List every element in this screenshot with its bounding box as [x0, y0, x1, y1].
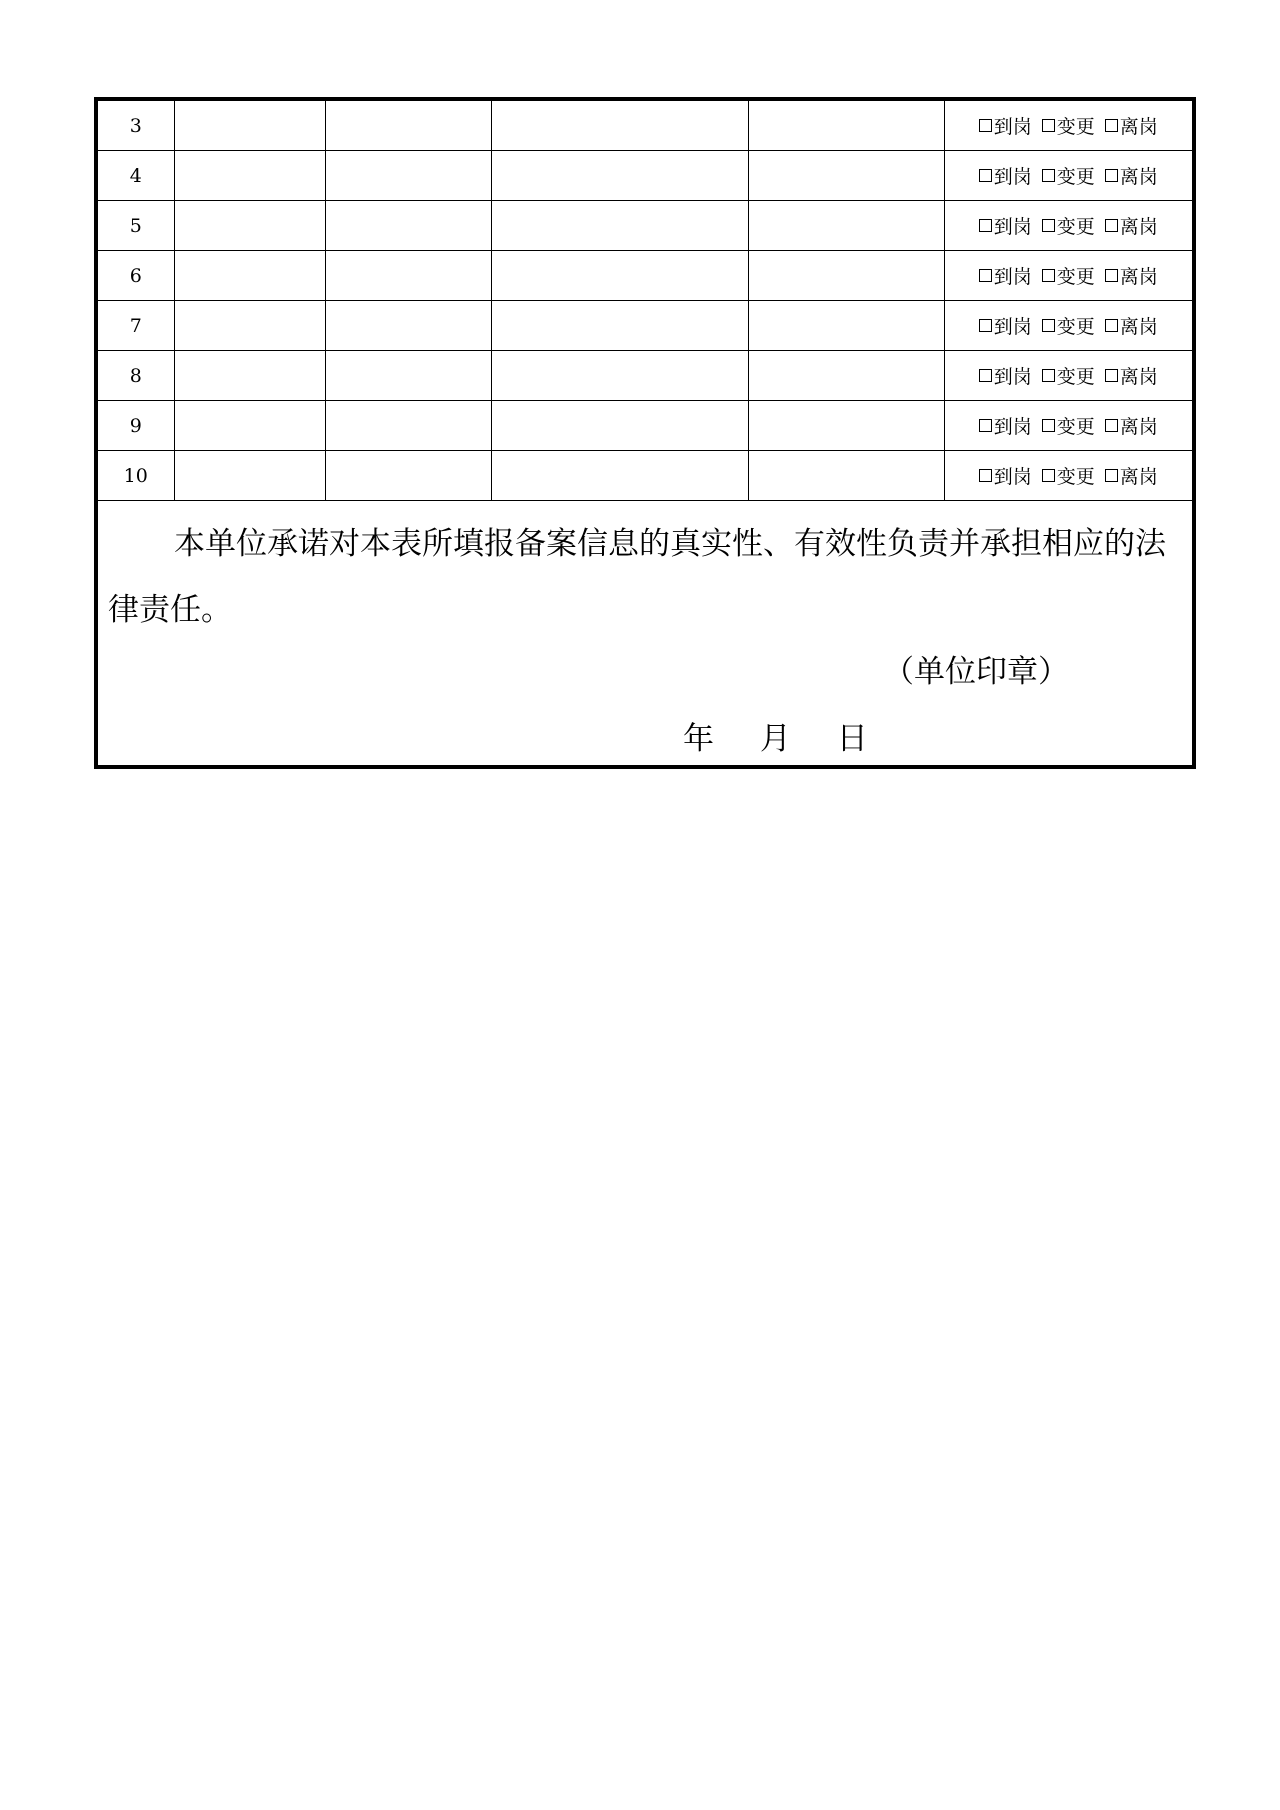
status-options-cell	[944, 101, 1192, 151]
checkbox-icon[interactable]	[979, 169, 992, 182]
status-option[interactable]	[979, 162, 1032, 189]
status-option-label: 离岗	[1119, 266, 1158, 288]
blank-field-cell[interactable]	[174, 351, 325, 401]
declaration-section	[98, 501, 1192, 769]
status-option-label: 到岗	[993, 366, 1032, 388]
checkbox-icon[interactable]	[1042, 419, 1055, 432]
status-option-label: 到岗	[993, 216, 1032, 238]
status-option-label: 到岗	[993, 266, 1032, 288]
blank-field-cell[interactable]	[748, 451, 944, 501]
filing-form	[94, 97, 1196, 769]
blank-field-cell[interactable]	[174, 101, 325, 151]
status-option-label: 离岗	[1119, 316, 1158, 338]
blank-field-cell[interactable]	[174, 451, 325, 501]
blank-field-cell[interactable]	[491, 451, 748, 501]
row-number: 4	[98, 151, 174, 201]
status-option[interactable]	[979, 412, 1032, 439]
status-option[interactable]	[1042, 412, 1095, 439]
checkbox-icon[interactable]	[979, 219, 992, 232]
checkbox-icon[interactable]	[979, 269, 992, 282]
status-option-label: 离岗	[1119, 166, 1158, 188]
status-option[interactable]	[1105, 312, 1158, 339]
status-options-cell	[944, 201, 1192, 251]
status-option-label: 离岗	[1119, 366, 1158, 388]
status-option[interactable]	[1042, 462, 1095, 489]
blank-field-cell[interactable]	[491, 301, 748, 351]
checkbox-icon[interactable]	[1105, 169, 1118, 182]
status-option[interactable]	[1042, 212, 1095, 239]
status-option[interactable]	[979, 362, 1032, 389]
status-option[interactable]	[1105, 462, 1158, 489]
status-option[interactable]	[979, 212, 1032, 239]
status-option[interactable]	[1105, 162, 1158, 189]
status-option[interactable]	[1042, 362, 1095, 389]
status-option-label: 离岗	[1119, 216, 1158, 238]
status-option[interactable]	[979, 312, 1032, 339]
status-option[interactable]	[1105, 362, 1158, 389]
staff-table	[98, 101, 1192, 501]
status-option[interactable]	[979, 462, 1032, 489]
checkbox-icon[interactable]	[1105, 319, 1118, 332]
date-month-label: 月	[759, 721, 791, 757]
blank-field-cell[interactable]	[748, 201, 944, 251]
table-row	[98, 251, 1192, 301]
status-option[interactable]	[1105, 412, 1158, 439]
blank-field-cell[interactable]	[174, 401, 325, 451]
checkbox-icon[interactable]	[1042, 169, 1055, 182]
date-year-label: 年	[683, 721, 714, 757]
row-number: 3	[98, 101, 174, 151]
blank-field-cell[interactable]	[748, 101, 944, 151]
row-number: 9	[98, 401, 174, 451]
blank-field-cell[interactable]	[748, 401, 944, 451]
blank-field-cell[interactable]	[491, 401, 748, 451]
blank-field-cell[interactable]	[748, 151, 944, 201]
checkbox-icon[interactable]	[1042, 319, 1055, 332]
table-row	[98, 101, 1192, 151]
table-row	[98, 351, 1192, 401]
checkbox-icon[interactable]	[979, 119, 992, 132]
status-option[interactable]	[1042, 262, 1095, 289]
checkbox-icon[interactable]	[1042, 269, 1055, 282]
table-row	[98, 401, 1192, 451]
table-row	[98, 301, 1192, 351]
status-option-label: 变更	[1056, 316, 1095, 338]
status-option[interactable]	[1042, 312, 1095, 339]
status-option-label: 离岗	[1119, 116, 1158, 138]
status-option-label: 到岗	[993, 166, 1032, 188]
status-options-cell	[944, 351, 1192, 401]
status-option-label: 离岗	[1119, 416, 1158, 438]
blank-field-cell[interactable]	[325, 251, 491, 301]
status-option-label: 变更	[1056, 416, 1095, 438]
blank-field-cell[interactable]	[491, 351, 748, 401]
checkbox-icon[interactable]	[1105, 369, 1118, 382]
blank-field-cell[interactable]	[491, 251, 748, 301]
checkbox-icon[interactable]	[1042, 469, 1055, 482]
blank-field-cell[interactable]	[325, 301, 491, 351]
row-number: 5	[98, 201, 174, 251]
blank-field-cell[interactable]	[748, 301, 944, 351]
unit-seal-label: （单位印章）	[883, 654, 1069, 690]
status-options-cell	[944, 251, 1192, 301]
checkbox-icon[interactable]	[979, 419, 992, 432]
status-option[interactable]	[979, 112, 1032, 139]
table-row	[98, 201, 1192, 251]
blank-field-cell[interactable]	[491, 201, 748, 251]
blank-field-cell[interactable]	[748, 251, 944, 301]
status-options-cell	[944, 451, 1192, 501]
status-option-label: 到岗	[993, 116, 1032, 138]
checkbox-icon[interactable]	[1105, 469, 1118, 482]
checkbox-icon[interactable]	[979, 319, 992, 332]
row-number: 6	[98, 251, 174, 301]
row-number: 10	[98, 451, 174, 501]
blank-field-cell[interactable]	[325, 151, 491, 201]
status-option-label: 变更	[1056, 216, 1095, 238]
blank-field-cell[interactable]	[748, 351, 944, 401]
checkbox-icon[interactable]	[1105, 219, 1118, 232]
checkbox-icon[interactable]	[1105, 119, 1118, 132]
blank-field-cell[interactable]	[325, 401, 491, 451]
blank-field-cell[interactable]	[174, 201, 325, 251]
status-option-label: 到岗	[993, 316, 1032, 338]
table-row	[98, 151, 1192, 201]
blank-field-cell[interactable]	[491, 151, 748, 201]
blank-field-cell[interactable]	[491, 101, 748, 151]
blank-field-cell[interactable]	[174, 301, 325, 351]
status-option[interactable]	[979, 262, 1032, 289]
status-option[interactable]	[1042, 162, 1095, 189]
status-option-label: 到岗	[993, 416, 1032, 438]
checkbox-icon[interactable]	[979, 469, 992, 482]
checkbox-icon[interactable]	[1105, 269, 1118, 282]
status-option-label: 到岗	[993, 466, 1032, 488]
status-option-label: 变更	[1056, 166, 1095, 188]
checkbox-icon[interactable]	[1042, 369, 1055, 382]
status-option-label: 变更	[1056, 266, 1095, 288]
blank-field-cell[interactable]	[325, 451, 491, 501]
status-option[interactable]	[1105, 112, 1158, 139]
status-option-label: 变更	[1056, 466, 1095, 488]
date-day-label: 日	[836, 721, 868, 757]
status-option[interactable]	[1105, 212, 1158, 239]
status-options-cell	[944, 151, 1192, 201]
status-option[interactable]	[1105, 262, 1158, 289]
status-option[interactable]	[1042, 112, 1095, 139]
table-row	[98, 451, 1192, 501]
checkbox-icon[interactable]	[979, 369, 992, 382]
checkbox-icon[interactable]	[1042, 119, 1055, 132]
declaration-text: 本单位承诺对本表所填报备案信息的真实性、有效性负责并承担相应的法律责任。	[108, 526, 1166, 628]
blank-field-cell[interactable]	[325, 101, 491, 151]
checkbox-icon[interactable]	[1042, 219, 1055, 232]
status-options-cell	[944, 301, 1192, 351]
status-option-label: 变更	[1056, 116, 1095, 138]
blank-field-cell[interactable]	[325, 351, 491, 401]
blank-field-cell[interactable]	[174, 151, 325, 201]
status-option-label: 变更	[1056, 366, 1095, 388]
table-body	[98, 101, 1192, 501]
status-options-cell	[944, 401, 1192, 451]
blank-field-cell[interactable]	[325, 201, 491, 251]
checkbox-icon[interactable]	[1105, 419, 1118, 432]
row-number: 8	[98, 351, 174, 401]
date-line	[683, 713, 904, 758]
blank-field-cell[interactable]	[174, 251, 325, 301]
status-option-label: 离岗	[1119, 466, 1158, 488]
row-number: 7	[98, 301, 174, 351]
